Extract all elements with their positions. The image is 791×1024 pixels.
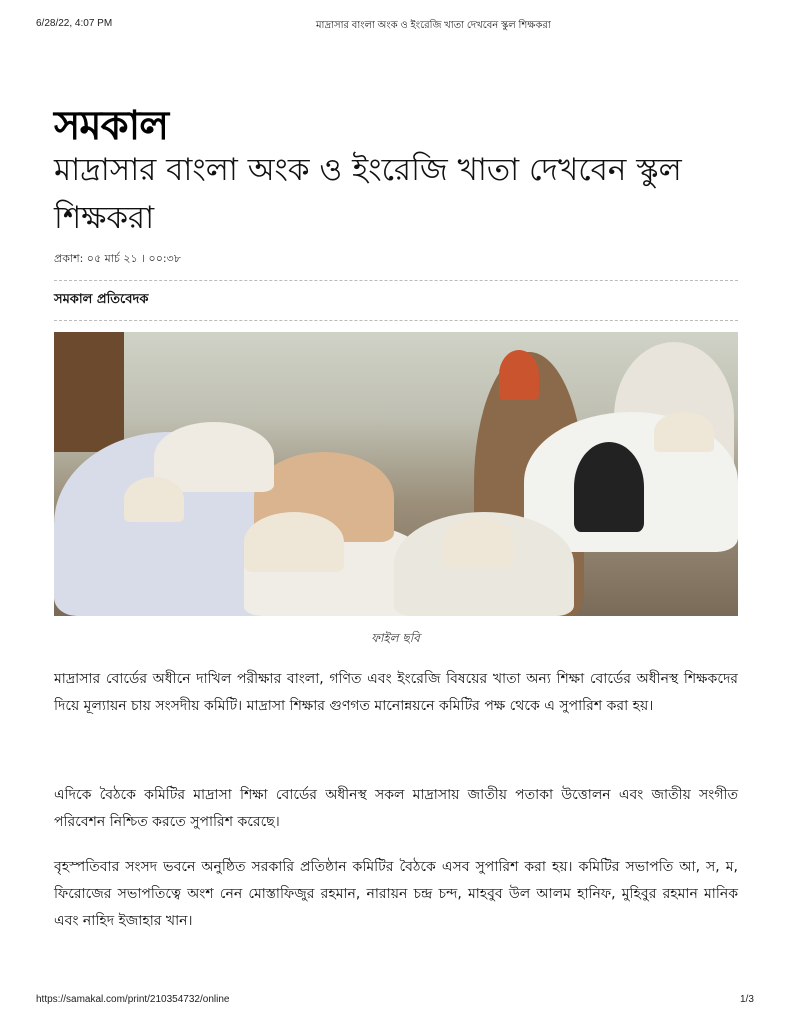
article-paragraph: এদিকে বৈঠকে কমিটির মাদ্রাসা শিক্ষা বোর্ডের অধীনস্থ সকল মাদ্রাসায় জাতীয় পতাকা উত্তোলন এবং জাতীয় সংগীত পরিবেশন নিশ্চিত করতে সুপারিশ করেছে। <box>54 787 738 830</box>
print-datetime: 6/28/22, 4:07 PM <box>36 18 113 29</box>
article-paragraph: বৃহস্পতিবার সংসদ ভবনে অনুষ্ঠিত সরকারি প্রতিষ্ঠান কমিটির বৈঠকে এসব সুপারিশ করা হয়। কমিটির সভাপতি আ, স, ম, ফিরোজের সভাপতিত্বে অংশ নেন মোস্তাফিজুর রহমান, নারায়ন চন্দ্র চন্দ, মাহবুব উল আলম হানিফ, মুহিবুর রহমান মানিক এবং নাহিদ ইজাহার খান। <box>54 859 738 929</box>
page-number: 1/3 <box>740 994 754 1005</box>
article-author: সমকাল প্রতিবেদক <box>54 292 149 307</box>
article-photo <box>54 332 738 616</box>
image-caption: ফাইল ছবি <box>371 631 420 645</box>
article-headline: মাদ্রাসার বাংলা অংক ও ইংরেজি খাতা দেখবেন স্কুল শিক্ষকরা <box>54 152 682 236</box>
print-url: https://samakal.com/print/210354732/online <box>36 994 230 1005</box>
divider <box>54 280 738 281</box>
samakal-logo: সমকাল <box>54 102 169 149</box>
divider <box>54 320 738 321</box>
article-paragraph: মাদ্রাসার বোর্ডের অধীনে দাখিল পরীক্ষার বাংলা, গণিত এবং ইংরেজি বিষয়ের খাতা অন্য শিক্ষা বোর্ডের অধীনস্থ শিক্ষকদের দিয়ে মূল্যায়ন চায় সংসদীয় কমিটি। মাদ্রাসা শিক্ষার গুণগত মানোন্নয়নে কমিটির পক্ষ থেকে এ সুপারিশ করা হয়। <box>54 671 738 714</box>
publish-date: প্রকাশ: ০৫ মার্চ ২১ । ০০:৩৮ <box>54 252 181 265</box>
print-page-title: মাদ্রাসার বাংলা অংক ও ইংরেজি খাতা দেখবেন স্কুল শিক্ষকরা <box>316 20 551 31</box>
